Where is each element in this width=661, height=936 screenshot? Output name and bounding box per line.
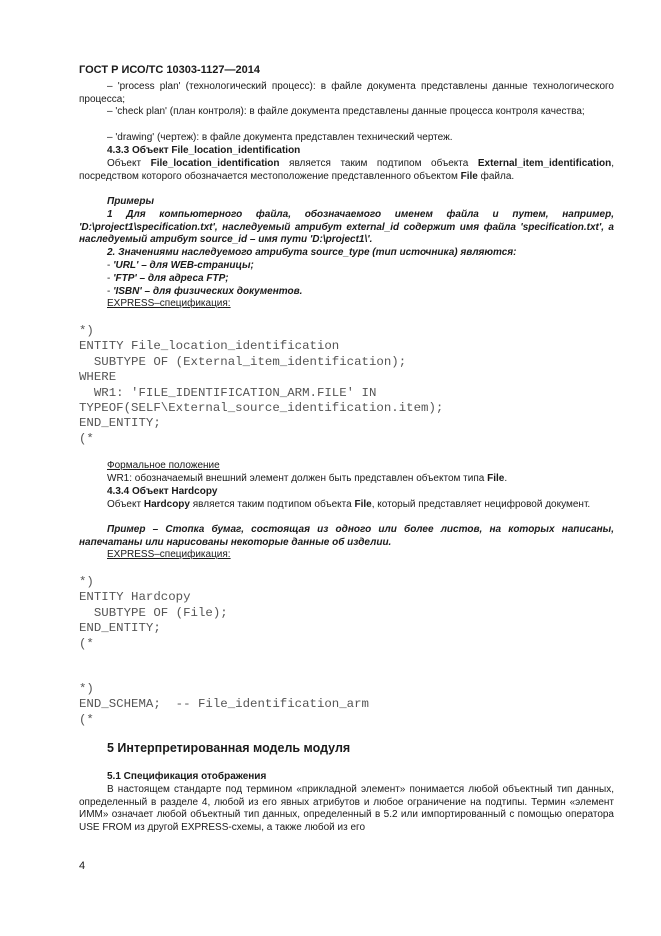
- formal-proposition-wr1: WR1: обозначаемый внешний элемент должен быть представлен объектом типа File.: [107, 473, 508, 484]
- list-item-check-plan: – 'check plan' (план контроля): в файле документа представлены данные процесса контроля качества;: [107, 106, 585, 117]
- express-code-file-location: *) ENTITY File_location_identification SUBTYPE OF (External_item_identification); WHERE WR1: 'FILE_IDENTIFICATION_ARM.FILE' IN TYPEOF(SELF\External_source_identification.item); END_ENTITY; (*: [79, 324, 444, 446]
- express-code-hardcopy: *) ENTITY Hardcopy SUBTYPE OF (File); END_ENTITY; (*: [79, 575, 228, 651]
- section-heading-5: 5 Интерпретированная модель модуля: [107, 741, 351, 755]
- express-spec-label-1: EXPRESS–спецификация:: [107, 298, 231, 309]
- source-type-url: - 'URL' – для WEB-страницы;: [107, 260, 254, 271]
- document-header: ГОСТ Р ИСО/ТС 10303-1127—2014: [79, 64, 260, 76]
- page-number: 4: [79, 860, 86, 872]
- source-type-ftp: - 'FTP' – для адреса FTP;: [107, 273, 229, 284]
- source-type-isbn: - 'ISBN' – для физических документов.: [107, 286, 303, 297]
- paragraph-file-location-definition: Объект File_location_identification является таким подтипом объекта External_item_identification, посредством которого обозначается местоположение представленного объектом File файла.: [79, 158, 614, 182]
- express-spec-label-2: EXPRESS–спецификация:: [107, 549, 231, 560]
- list-item-drawing: – 'drawing' (чертеж): в файле документа представлен технический чертеж.: [107, 132, 453, 143]
- example-2: 2. Значениями наследуемого атрибута source_type (тип источника) являются:: [107, 247, 517, 258]
- list-item-process-plan: – 'process plan' (технологический процесс): в файле документа представлены данные технологического процесса;: [79, 81, 614, 105]
- section-heading-4-3-3: 4.3.3 Объект File_location_identification: [107, 145, 301, 156]
- section-heading-4-3-4: 4.3.4 Объект Hardcopy: [107, 486, 218, 497]
- example-1: 1 Для компьютерного файла, обозначаемого именем файла и путем, например, 'D:\project1\specification.txt', наследуемый атрибут external_id содержит имя файла 'specification.txt', а наследуемый атрибут source_id – имя пути 'D:\project1\'.: [79, 209, 614, 246]
- formal-proposition-label: Формальное положение: [107, 460, 220, 471]
- examples-title: Примеры: [107, 196, 155, 207]
- hardcopy-example: Пример – Стопка бумаг, состоящая из одного или более листов, на которых написаны, напечатаны или нарисованы некоторые данные об изделии.: [79, 524, 614, 548]
- section-heading-5-1: 5.1 Спецификация отображения: [107, 771, 267, 782]
- paragraph-mapping-spec: В настоящем стандарте под термином «прикладной элемент» понимается любой объектный тип данных, определенный в разделе 4, любой из его явных атрибутов и любое ограничение на подтипы. Термин «элемент ИММ» означает любой объектный тип данных, определенный в 5.2 или импортированный с помощью оператора USE FROM из другой EXPRESS-схемы, а также любой из его: [79, 784, 614, 833]
- express-code-end-schema: *) END_SCHEMA; -- File_identification_arm (*: [79, 682, 369, 727]
- paragraph-hardcopy-definition: Объект Hardcopy является таким подтипом объекта File, который представляет нецифровой документ.: [107, 499, 591, 510]
